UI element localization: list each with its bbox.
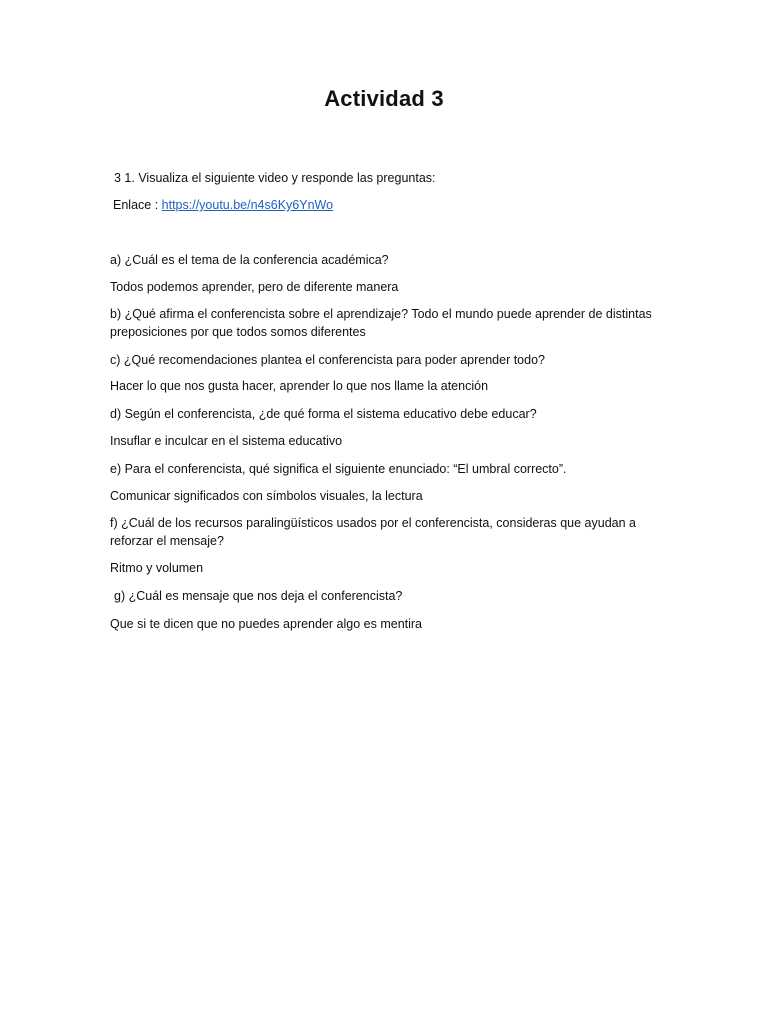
question-d: d) Según el conferencista, ¿de qué forma el sistema educativo debe educar?	[110, 407, 537, 421]
answer-c: Hacer lo que nos gusta hacer, aprender lo que nos llame la atención	[110, 379, 489, 393]
answer-d: Insuflar e inculcar en el sistema educativo	[110, 434, 343, 448]
link-label: Enlace :	[113, 198, 159, 212]
question-a: a) ¿Cuál es el tema de la conferencia académica?	[110, 253, 389, 267]
answer-f: Ritmo y volumen	[110, 561, 204, 575]
video-link[interactable]: https://youtu.be/n4s6Ky6YnWo	[161, 198, 334, 212]
question-f: f) ¿Cuál de los recursos paralingüísticos usados por el conferencista, consideras que ayudan a reforzar el mensaje?	[110, 516, 636, 548]
answer-g: Que si te dicen que no puedes aprender algo es mentira	[110, 617, 423, 631]
link-row	[113, 196, 333, 214]
question-g: g) ¿Cuál es mensaje que nos deja el conferencista?	[114, 589, 403, 603]
answer-a: Todos podemos aprender, pero de diferente manera	[110, 280, 399, 294]
answer-e: Comunicar significados con símbolos visuales, la lectura	[110, 489, 423, 503]
instruction-text: 3 1. Visualiza el siguiente video y responde las preguntas:	[114, 171, 436, 185]
question-c: c) ¿Qué recomendaciones plantea el conferencista para poder aprender todo?	[110, 353, 545, 367]
question-e: e) Para el conferencista, qué significa el siguiente enunciado: “El umbral correcto”.	[110, 462, 567, 476]
question-b: b) ¿Qué afirma el conferencista sobre el aprendizaje? Todo el mundo puede aprender de distintas preposiciones por que todos somos diferentes	[110, 307, 652, 339]
page-title: Actividad 3	[324, 86, 444, 111]
